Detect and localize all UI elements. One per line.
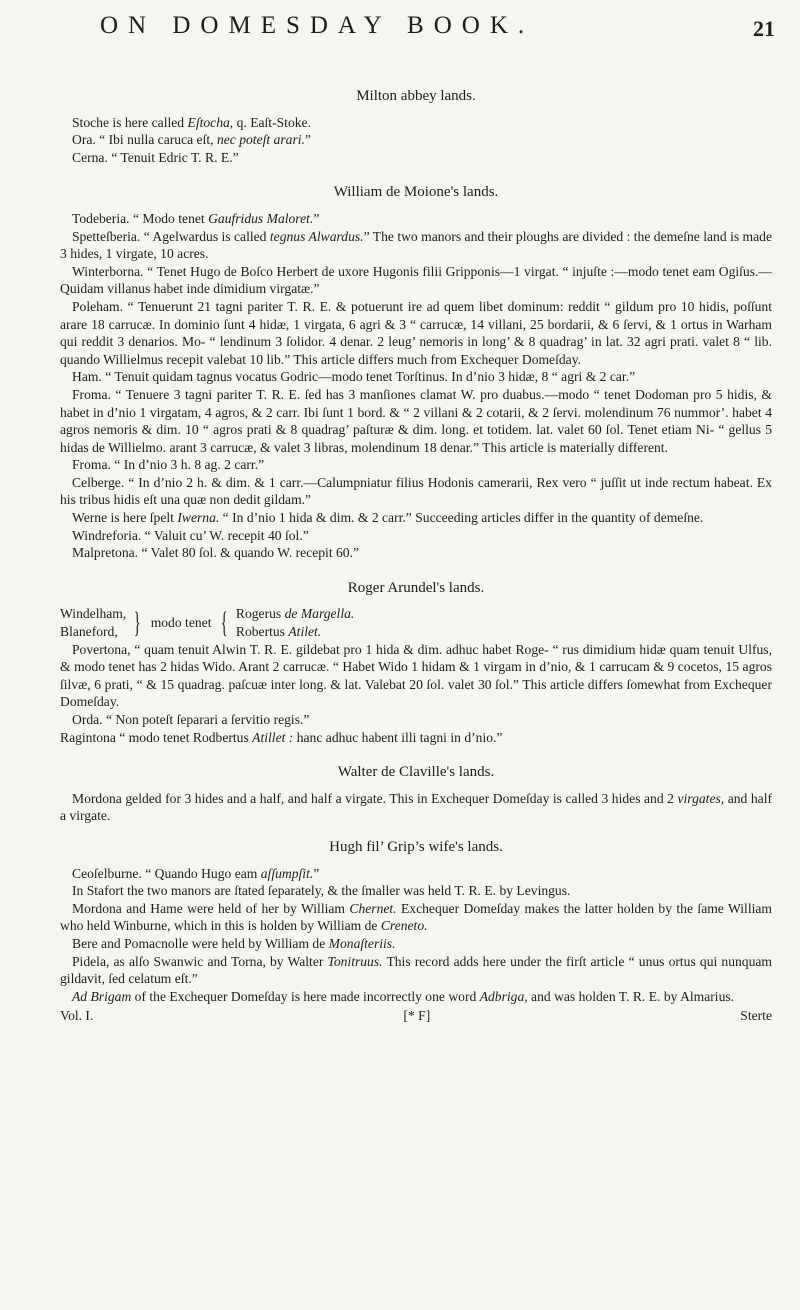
section-heading-moione: William de Moione's lands.: [333, 184, 499, 201]
page-footer: [60, 1007, 772, 1025]
entry-ad-brigam: Ad Brigam of the Exchequer Domeſday is here made incorrectly one word Adbriga, and was holden T. R. E. by Almarius.: [72, 988, 735, 1004]
entry-povertona: Povertona, “ quam tenuit Alwin T. R. E. gildebat pro 1 hida & dim. adhuc habet Roge- “ rus dimidium hidæ quam tenuit Ulfus, & modo tenet has 2 hidas Wido. Arant 2 carrucæ. “ Habet Wido 1 hidam & 1 virgam in d’nio, & 1 carrucam & 9 cocetos, 15 agros ſilvæ, 6 prati, “ & 15 quadrag. paſcuæ inter long. & lat. Valebat 20 ſol. valet 30 ſol.” This article differs ſomewhat from Exchequer Domeſday.: [60, 641, 772, 710]
entry-ora: Ora. “ Ibi nulla caruca eſt, nec poteſt arari.”: [72, 132, 311, 148]
running-title: ON DOMESDAY BOOK.: [100, 12, 535, 39]
section-heading-arundel: Roger Arundel's lands.: [347, 579, 485, 596]
entry-orda: Orda. “ Non poteſt ſeparari a ſervitio regis.”: [72, 712, 310, 727]
entry-windreforia: Windreforia. “ Valuit cu’ W. recepit 40 ſol.”: [72, 527, 309, 543]
entry-celberge: Celberge. “ In d’nio 2 h. & dim. & 1 carr.—Calumpniatur filius Hodonis camerarii, Rex vero “ juſſit ut inde rectum habeat. Ex his tribus hidis eſt una quæ non dedit gildam.”: [60, 474, 772, 508]
entry-froma: Froma. “ Tenuere 3 tagni pariter T. R. E. ſed has 3 manſiones clamat W. pro duabus.—modo “ tenet Dodoman pro 5 hidis, & habet in d’nio 1 virgatam, 4 agros, & 2 carr. Ibi ſunt 1 bord. & “ 2 villani & 2 cotarii, & 2 ſervi. molendinum 76 nummor’. habet 4 agros nemoris & dim. 10 “ agros prati & 8 quadrag’ paſturæ & dim. long. et totidem. lat. valet 60 ſol. Tenet etiam Ni- “ gellus 5 hidas de Willielmo. arant 3 carrucæ, & valet 3 libras, molendinum 18 denar.” This article is materially different.: [60, 386, 772, 455]
entry-mordona-hame: Mordona and Hame were held of her by William Chernet. Exchequer Domeſday makes the latter holden by the ſame William who held Winburne, which in this is holden by William de Creneto.: [60, 900, 772, 934]
holders-column: [236, 605, 354, 640]
holder-robertus: Robertus Atilet.: [235, 624, 322, 640]
entry-ham: Ham. “ Tenuit quidam tagnus vocatus Godric—modo tenet Torſtinus. In d’nio 3 hidæ, 8 “ agri & 2 car.”: [72, 369, 636, 385]
section-heading-grip: Hugh fil’ Grip’s wife's lands.: [329, 838, 503, 855]
entry-todeberia: Todeberia. “ Modo tenet Gaufridus Maloret.”: [72, 210, 320, 226]
right-brace: }: [133, 606, 142, 640]
volume-label: Vol. I.: [60, 1008, 94, 1024]
entry-winterborna: Winterborna. “ Tenet Hugo de Boſco Herbert de uxore Hugonis filii Gripponis—1 virgat. “ injuſte :—modo tenet eam Ogiſus.—Quidam villanus habet inde dimidium virgatæ.”: [60, 263, 772, 297]
tenure-bracket: [60, 605, 772, 640]
entry-mordona: Mordona gelded for 3 hides and a half, and half a virgate. This in Exchequer Domeſday is called 3 hides and 2 virgates, and half a virgate.: [60, 790, 772, 824]
section-heading-milton: Milton abbey lands.: [356, 88, 476, 104]
section-heading-claville: Walter de Claville's lands.: [337, 764, 495, 781]
place-windelham: Windelham,: [60, 606, 127, 622]
entry-werne: Werne is here ſpelt Iwerna. “ In d’nio 1 hida & dim. & 2 carr.” Succeeding articles differ in the quantity of demeſne.: [72, 510, 704, 526]
catchword: Sterte: [740, 1008, 772, 1024]
entry-ceoselburne: Ceoſelburne. “ Quando Hugo eam aſſumpſit.”: [72, 865, 320, 881]
entry-stoche: Stoche is here called Eſtocha, q. Eaſt-Stoke.: [72, 114, 311, 130]
entry-spettesberia: Spetteſberia. “ Agelwardus is called tegnus Alwardus.” The two manors and their ploughs are divided : the demeſne land is made 3 hides, 1 virgate, 10 acres.: [60, 228, 772, 262]
left-brace: {: [221, 606, 229, 640]
entry-pidela: Pidela, as alſo Swanwic and Torna, by Walter Tonitruus. This record adds here under the firſt article “ unus ortus qui nunquam gildavit, ſed celatum eſt.”: [60, 953, 772, 987]
modo-tenet: modo tenet: [150, 615, 212, 631]
entry-stafort: In Stafort the two manors are ſtated ſeparately, & the ſmaller was held T. R. E. by Levingus.: [72, 883, 571, 899]
entry-ragintona: Ragintona “ modo tenet Rodbertus Atillet : hanc adhuc habent illi tagni in d’nio.”: [60, 729, 503, 745]
page-number: 21: [753, 16, 775, 41]
holder-rogerus: Rogerus de Margella.: [235, 606, 355, 622]
signature-mark: [* F]: [403, 1008, 431, 1024]
entry-malpretona: Malpretona. “ Valet 80 ſol. & quando W. recepit 60.”: [72, 545, 360, 561]
entry-cerna: Cerna. “ Tenuit Edric T. R. E.”: [72, 149, 239, 165]
place-blaneford: Blaneford,: [60, 624, 118, 640]
places-column: [60, 605, 126, 640]
entry-bere: Bere and Pomacnolle were held by William de Monaſteriis.: [72, 935, 396, 951]
entry-poleham: Poleham. “ Tenuerunt 21 tagni pariter T. R. E. & potuerunt ire ad quem libet dominum: reddit “ gildum pro 10 hidis, poſſunt arare 18 carrucæ. In dominio ſunt 4 hidæ, 1 virgata, 6 agri & 3 “ carrucæ, 14 villani, 25 bordarii, & 6 ſervi, & 1 ortus in Warham qui reddit 3 denarios. Mo- “ lendinum 3 ſolidor. 4 denar. 2 leug’ nemoris in long’ & 8 quadrag’ in lat. 32 agri prati. valet 8 “ lib. quando Willielmus recepit valebat 10 lib.” This article differs much from Exchequer Domeſday.: [60, 298, 772, 367]
page-body: [60, 88, 772, 1025]
running-head: [0, 12, 800, 52]
entry-froma-2: Froma. “ In d’nio 3 h. 8 ag. 2 carr.”: [72, 457, 265, 473]
